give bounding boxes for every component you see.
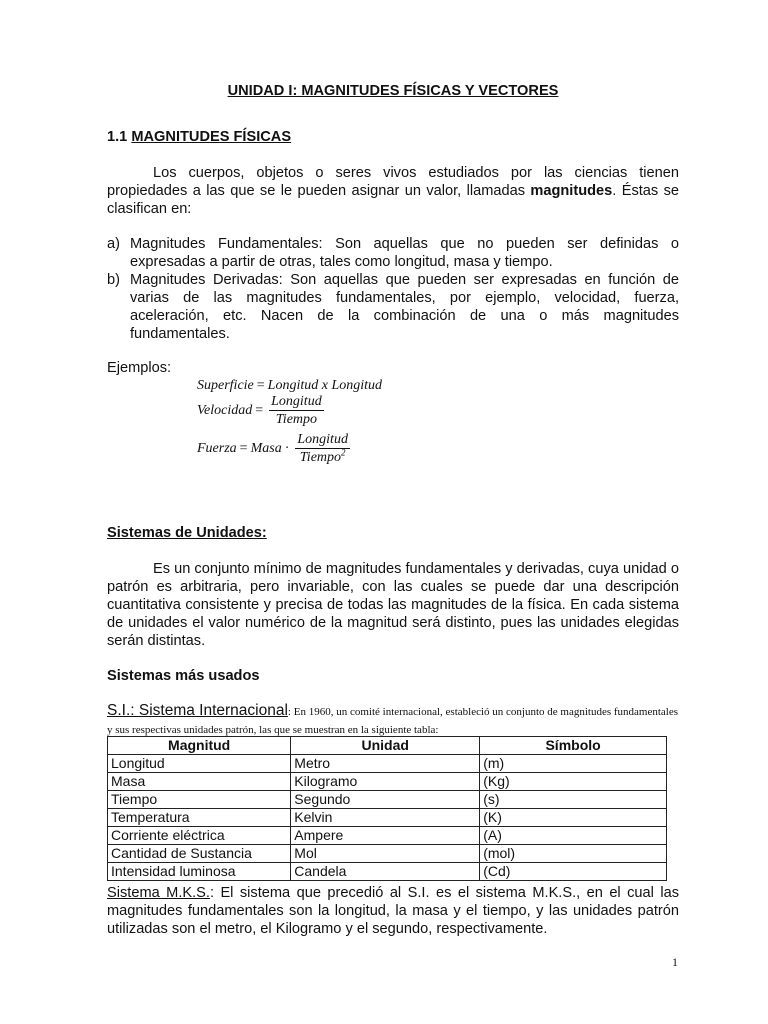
table-cell: Intensidad luminosa xyxy=(108,863,291,881)
table-row xyxy=(108,863,667,881)
systems-heading-text: Sistemas de Unidades: xyxy=(107,525,267,541)
intro-bold-term: magnitudes xyxy=(530,183,613,199)
table-cell: (Cd) xyxy=(480,863,667,881)
list-marker: b) xyxy=(107,272,120,288)
magnitude-types-list xyxy=(107,235,679,343)
mks-label: Sistema M.K.S. xyxy=(107,885,210,901)
fraction-denominator: Tiempo xyxy=(275,412,318,427)
formula-fraction xyxy=(269,393,324,428)
table-cell: (A) xyxy=(480,827,667,845)
table-cell: (m) xyxy=(480,755,667,773)
section-heading-magnitudes xyxy=(107,128,291,146)
table-cell: Corriente eléctrica xyxy=(108,827,291,845)
list-text: Magnitudes Fundamentales: Son aquellas que no pueden ser definidas o expresadas a partir de otras, tales como longitud, masa y tiempo. xyxy=(130,236,679,270)
table-cell: Masa xyxy=(108,773,291,791)
table-cell: Longitud xyxy=(108,755,291,773)
si-desc-text: En 1960, un comité internacional, estableció un conjunto de magnitudes fundamentales y sus respectivas unidades patrón, las que se muestran en la siguiente tabla: xyxy=(107,706,679,736)
list-marker: a) xyxy=(107,236,120,252)
intro-paragraph xyxy=(107,164,679,218)
formula-mid: Masa xyxy=(250,440,282,456)
table-cell: Kelvin xyxy=(291,809,480,827)
table-row xyxy=(108,755,667,773)
fraction-numerator: Longitud xyxy=(271,394,322,409)
table-row xyxy=(108,809,667,827)
formula-equals: = xyxy=(239,440,248,456)
table-row xyxy=(108,773,667,791)
formula-lhs: Velocidad xyxy=(197,402,253,418)
formula-lhs: Superficie xyxy=(197,378,254,393)
mks-paragraph xyxy=(107,884,679,938)
mks-text: : El sistema que precedió al S.I. es el sistema M.K.S., en el cual las magnitudes fundamentales son la longitud, la masa y el tiempo, y las unidades patrón utilizadas son el metro, el Kilogramo y el segundo, respectivamente. xyxy=(107,885,679,937)
document-title: UNIDAD I: MAGNITUDES FÍSICAS Y VECTORES xyxy=(227,83,559,99)
table-row xyxy=(108,845,667,863)
table-row xyxy=(108,827,667,845)
table-cell: (s) xyxy=(480,791,667,809)
formula-lhs: Fuerza xyxy=(197,440,237,456)
table-header-row xyxy=(108,737,667,755)
table-cell: Candela xyxy=(291,863,480,881)
table-row xyxy=(108,791,667,809)
exponent: 2 xyxy=(341,447,346,458)
table-cell: Tiempo xyxy=(108,791,291,809)
formula-fraction xyxy=(295,431,350,466)
table-cell: Mol xyxy=(291,845,480,863)
fraction-denominator-base: Tiempo xyxy=(299,450,342,465)
section-number: 1.1 xyxy=(107,129,128,145)
formula-rhs: Longitud x Longitud xyxy=(267,378,383,393)
table-cell: Segundo xyxy=(291,791,480,809)
formula-dot: · xyxy=(284,440,290,456)
systems-heading xyxy=(107,524,267,542)
list-item xyxy=(107,235,679,271)
si-label: S.I.: Sistema Internacional xyxy=(107,702,288,719)
table-header-unidad: Unidad xyxy=(291,737,480,755)
formula-velocidad xyxy=(197,393,324,428)
formula-fuerza xyxy=(197,431,350,466)
table-cell: Metro xyxy=(291,755,480,773)
intro-text-before: Los cuerpos, objetos o seres vivos estudiados por las ciencias tienen propiedades a las que se le pueden asignar un valor, llamadas xyxy=(107,165,679,199)
table-cell: (mol) xyxy=(480,845,667,863)
table-header-magnitud: Magnitud xyxy=(108,737,291,755)
si-colon: : xyxy=(287,706,291,718)
used-systems-heading: Sistemas más usados xyxy=(107,668,260,684)
table-cell: (Kg) xyxy=(480,773,667,791)
table-cell: (K) xyxy=(480,809,667,827)
list-item xyxy=(107,271,679,343)
table-cell: Cantidad de Sustancia xyxy=(108,845,291,863)
table-cell: Ampere xyxy=(291,827,480,845)
table-cell: Kilogramo xyxy=(291,773,480,791)
formula-equals: = xyxy=(255,402,264,418)
fraction-denominator xyxy=(298,449,348,466)
table-header-simbolo: Símbolo xyxy=(480,737,667,755)
table-cell: Temperatura xyxy=(108,809,291,827)
intro-text-after: . Éstas se clasifican en: xyxy=(107,183,680,217)
si-units-table xyxy=(107,736,667,881)
section-title: MAGNITUDES FÍSICAS xyxy=(131,129,292,145)
systems-paragraph: Es un conjunto mínimo de magnitudes fundamentales y derivadas, cuya unidad o patrón es arbitraria, pero invariable, con las cuales se puede dar una descripción cuantitativa consistente y precisa de todas las magnitudes de la física. En cada sistema de unidades el valor numérico de la magnitud será distinto, pues las unidades elegidas serán distintas. xyxy=(107,561,679,649)
formula-equals: = xyxy=(256,378,265,393)
page-number: 1 xyxy=(672,955,678,969)
si-description xyxy=(107,702,679,738)
fraction-numerator: Longitud xyxy=(297,432,348,447)
list-text: Magnitudes Derivadas: Son aquellas que pueden ser expresadas en función de varias de las magnitudes fundamentales, por ejemplo, velocidad, fuerza, aceleración, etc. Nacen de la combinación de una o más magnitudes fundamentales. xyxy=(130,272,679,342)
examples-label: Ejemplos: xyxy=(107,360,172,376)
